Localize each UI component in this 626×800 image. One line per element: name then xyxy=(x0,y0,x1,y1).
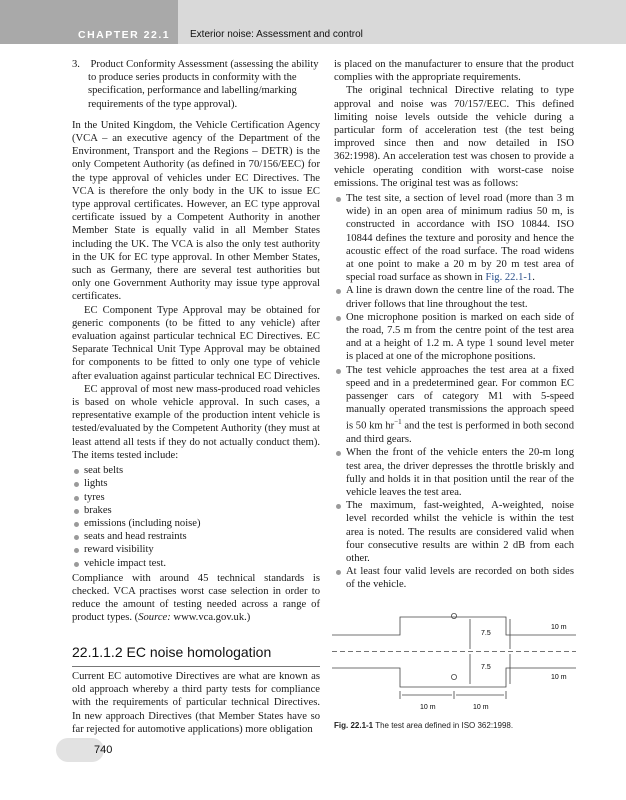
list-item: One microphone position is marked on each side of the road, 7.5 m from the centre point of the test area and at a height of 1.2 m. A type 1 sound level meter is placed at one of the microphone positions. xyxy=(334,311,574,364)
text: and the test is performed in both second and third gears. xyxy=(346,421,575,446)
chapter-title: Exterior noise: Assessment and control xyxy=(190,29,363,40)
list-item xyxy=(334,192,574,284)
list-item: vehicle impact test. xyxy=(72,557,320,570)
text: Compliance with around 45 technical standards is checked. VCA practises worst case selection in order to reduce the amount of testing needed across a range of product types. ( xyxy=(72,572,320,624)
list-item: seat belts xyxy=(72,464,320,477)
microphone-top-icon xyxy=(451,613,456,618)
page-number-badge xyxy=(56,738,113,762)
list-item xyxy=(334,364,574,447)
source-label: Source: xyxy=(138,612,171,624)
microphone-bottom-icon xyxy=(451,674,456,679)
source-url[interactable]: www.vca.gov.uk.) xyxy=(170,612,251,624)
list-item: seats and head restraints xyxy=(72,530,320,543)
paragraph xyxy=(72,572,320,625)
left-column xyxy=(72,58,320,625)
label: 10 m xyxy=(551,674,567,681)
text: The test vehicle approaches the test area at a fixed speed and in a predetermined gear. For common EC passenger cars of category M1 with 5-speed manually operated transmissions the approach speed is 50 km hr xyxy=(346,364,574,433)
figure-link[interactable]: Fig. 22.1-1 xyxy=(485,272,533,284)
paragraph: Current EC automotive Directives are what are known as old approach whereby a third party tests for compliance with the requirements of particular technical Directives. In new approach Directives (that Member States have so far rejected for automotive applications) more obligation xyxy=(72,671,320,735)
test-area-diagram xyxy=(330,605,578,717)
text: . xyxy=(532,272,535,284)
paragraph: In the United Kingdom, the Vehicle Certification Agency (VCA – an executive agency of the Department of the Environment, Transport and the Regions – DETR) is the only Competent Authority (as defined in 70/156/EEC) for the type approval of vehicles under EC Directives. The VCA is therefore the only body in the UK to issue EC type approval certificates. However, an EC type approval certificate issued by a Competent Authority in another Member State is equally valid in all Member States including the UK. The VCA is also the only test authority in the UK for EC type approval. In other Member States, such as Germany, there are several test authorities but only one Government Authority may issue type approval certificates. xyxy=(72,119,320,303)
list-item: lights xyxy=(72,477,320,490)
list-item: emissions (including noise) xyxy=(72,517,320,530)
running-header xyxy=(0,0,626,44)
dim-lines xyxy=(400,691,506,699)
label: 7.5 xyxy=(481,630,491,637)
section-heading: 22.1.1.2 EC noise homologation xyxy=(72,644,320,667)
caption-text: The test area defined in ISO 362:1998. xyxy=(373,721,514,730)
chapter-tab xyxy=(0,0,178,44)
road-edge-top xyxy=(332,617,576,635)
tested-items-list xyxy=(72,464,320,570)
label: 7.5 xyxy=(481,664,491,671)
label: 10 m xyxy=(551,624,567,631)
caption-number: Fig. 22.1-1 xyxy=(334,721,374,730)
list-item: When the front of the vehicle enters the 20-m long test area, the driver depresses the throttle briskly and fully and holds it in that position until the rear of the vehicle leaves the test area. xyxy=(334,446,574,499)
list-item: At least four valid levels are recorded on both sides of the vehicle. xyxy=(334,565,574,591)
paragraph: is placed on the manufacturer to ensure that the product complies with the appropriate requirements. xyxy=(334,59,574,84)
list-item: The maximum, fast-weighted, A-weighted, noise level recorded whilst the vehicle is within the test area is noted. The results are considered valid when four consecutive results are within 2 dB from each other. xyxy=(334,499,574,565)
label: 10 m xyxy=(473,704,489,711)
superscript: −1 xyxy=(394,418,402,427)
label: 10 m xyxy=(420,704,436,711)
road-edge-bottom xyxy=(332,668,576,687)
list-item: A line is drawn down the centre line of the road. The driver follows that line throughout the test. xyxy=(334,284,574,310)
list-item-3: 3. Product Conformity Assessment (assessing the ability to produce series products in conformity with the specification, performance and labelling/marking requirements of the type approval). xyxy=(72,59,319,110)
chapter-label: CHAPTER 22.1 xyxy=(78,29,171,41)
page-number: 740 xyxy=(94,744,113,756)
paragraph: EC approval of most new mass-produced road vehicles is based on whole vehicle approval. In such cases, a representative example of the production intent vehicle is tested/evaluated by the Competent Authority (they must at least attend all tests if they do not actually conduct them). The items tested include: xyxy=(72,383,320,461)
paragraph: The original technical Directive relating to type approval and noise was 70/157/EEC. This defined limiting noise levels outside the vehicle during a particular form of acceleration test (the test being improved since then and now detailed in ISO 362:1998). An acceleration test was chosen to provide a vehicle operating condition with worst-case noise emissions. The original test was as follows: xyxy=(334,85,574,189)
list-item: reward visibility xyxy=(72,543,320,556)
right-column xyxy=(334,58,574,594)
test-procedure-list xyxy=(334,192,574,592)
figure-caption xyxy=(334,721,513,730)
list-item: tyres xyxy=(72,491,320,504)
paragraph: EC Component Type Approval may be obtained for generic components (to be fitted to any vehicle) after evaluation against particular technical EC Directives. EC Separate Technical Unit Type Approval may be obtained for components to be fitted to only one type of vehicle after evaluation against particular technical EC Directives. xyxy=(72,304,320,382)
left-column-bottom xyxy=(72,670,320,736)
text: The test site, a section of level road (more than 3 m wide) in an open area of minimum radius 50 m, is constructed in accordance with ISO 10844. ISO 10844 defines the texture and porosity and hence the acoustic effect of the road surface. The road widens at one point to make a 20 m by 20 m test area of special road surface as shown in xyxy=(346,193,574,284)
list-item: brakes xyxy=(72,504,320,517)
